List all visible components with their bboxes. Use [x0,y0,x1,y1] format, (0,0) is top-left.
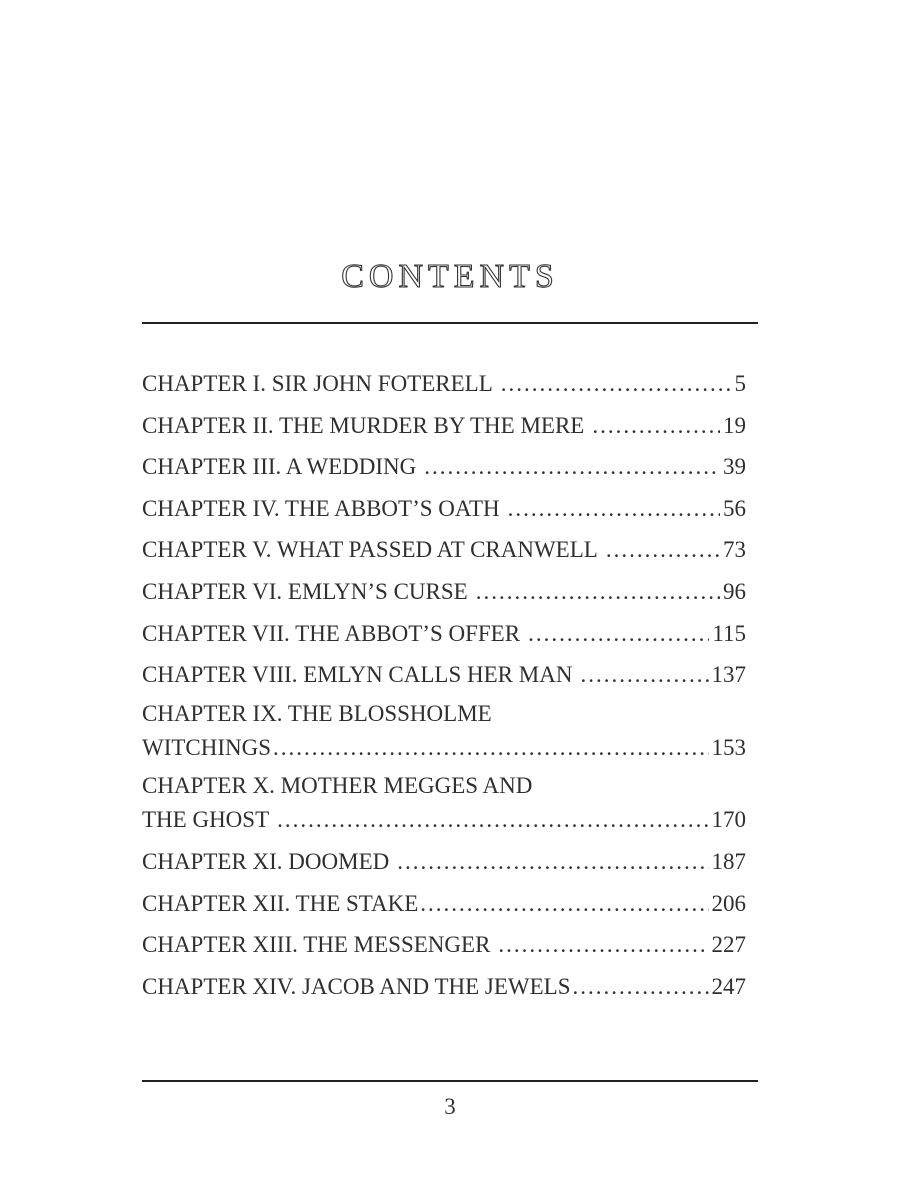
toc-entry-label: CHAPTER VIII. EMLYN CALLS HER MAN [142,662,573,688]
toc-entry-7[interactable] [142,616,746,652]
toc-entry-label: CHAPTER XIV. JACOB AND THE JEWELS [142,973,571,999]
toc-entry-8[interactable] [142,657,746,693]
toc-entry-3[interactable] [142,449,746,485]
dot-leader [528,616,709,652]
toc-entry-12[interactable] [142,886,746,922]
toc-entry-6[interactable] [142,574,746,610]
toc-entry-label: CHAPTER I. SIR JOHN FOTERELL [142,371,493,396]
toc-entry-page: 73 [723,537,746,563]
toc-entry-page: 19 [723,412,746,438]
dot-leader [501,366,732,402]
dot-leader [277,802,708,838]
toc-entry-label-line1: CHAPTER IX. THE BLOSSHOLME [142,700,492,726]
table-of-contents [142,366,746,1010]
toc-entry-label: CHAPTER V. WHAT PASSED AT CRANWELL [142,537,598,563]
toc-entry-9[interactable] [142,696,746,766]
toc-entry-11[interactable] [142,844,746,880]
toc-entry-label: CHAPTER XIII. THE MESSENGER [142,932,491,958]
toc-entry-page: 5 [734,371,746,396]
toc-entry-page: 96 [723,578,746,604]
toc-entry-page: 187 [711,848,746,874]
toc-entry-page: 227 [711,932,746,958]
dot-leader [424,449,720,485]
page-number: 3 [444,1094,456,1119]
dot-leader [273,730,708,766]
toc-entry-label: CHAPTER III. A WEDDING [142,454,417,480]
toc-entry-page: 56 [723,495,746,521]
toc-entry-5[interactable] [142,532,746,568]
toc-entry-page: 247 [711,973,746,999]
toc-entry-page: 153 [711,734,746,760]
dot-leader [420,886,708,922]
dot-leader [580,657,708,693]
toc-entry-page: 206 [711,890,746,916]
toc-entry-label: CHAPTER XI. DOOMED [142,848,390,874]
toc-entry-page: 137 [711,662,746,688]
dot-leader [397,844,708,880]
toc-entry-4[interactable] [142,491,746,527]
toc-entry-2[interactable] [142,408,746,444]
toc-entry-label: CHAPTER VI. EMLYN’S CURSE [142,578,468,604]
dot-leader [606,532,720,568]
page-title: CONTENTS [341,258,559,295]
toc-entry-label-line1: CHAPTER X. MOTHER MEGGES AND [142,773,533,799]
toc-entry-14[interactable] [142,969,746,1005]
bottom-divider [142,1080,758,1082]
toc-entry-label: CHAPTER II. THE MURDER BY THE MERE [142,412,585,438]
dot-leader [573,969,709,1005]
toc-entry-10[interactable] [142,768,746,838]
toc-entry-1[interactable] [142,366,746,402]
toc-entry-label: CHAPTER IV. THE ABBOT’S OATH [142,495,500,521]
top-divider [142,322,758,324]
dot-leader [592,408,720,444]
toc-entry-page: 170 [711,807,746,833]
dot-leader [498,927,708,963]
dot-leader [476,574,720,610]
toc-entry-13[interactable] [142,927,746,963]
toc-entry-label-line2: THE GHOST [142,807,270,833]
toc-entry-label-line2: WITCHINGS [142,734,272,760]
toc-entry-label: CHAPTER XII. THE STAKE [142,890,419,916]
toc-entry-page: 115 [712,620,746,646]
toc-entry-page: 39 [723,454,746,480]
dot-leader [508,491,720,527]
toc-entry-label: CHAPTER VII. THE ABBOT’S OFFER [142,620,521,646]
